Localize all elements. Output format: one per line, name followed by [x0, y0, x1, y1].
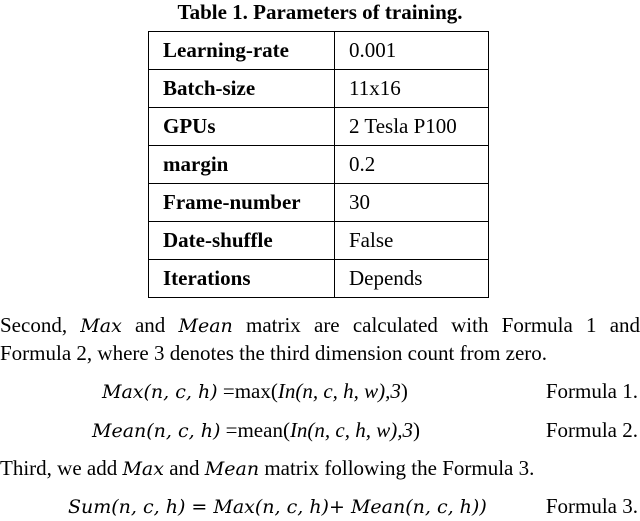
- text-run: Third, we add: [0, 456, 118, 480]
- math-mean: Mean: [178, 315, 233, 337]
- formula-arg: In(n, c, h, w),3: [289, 418, 413, 442]
- text-run: and: [134, 313, 166, 337]
- formula-2: [92, 416, 420, 445]
- param-key: Iterations: [149, 260, 335, 298]
- formula-term: Mean(n, c, h)): [350, 496, 487, 518]
- table-row: [149, 184, 489, 222]
- param-value: 2 Tesla P100: [335, 108, 489, 146]
- paragraph-second-line-1: [0, 311, 640, 340]
- text-run: matrix following the Formula 3.: [264, 456, 535, 480]
- param-key: Date-shuffle: [149, 222, 335, 260]
- param-value: 0.001: [335, 32, 489, 70]
- formula-term: Max(n, c, h): [213, 496, 329, 518]
- paragraph-second-line-2: Formula 2, where 3 denotes the third dimension count from zero.: [0, 341, 548, 365]
- param-key: margin: [149, 146, 335, 184]
- math-max: Max: [122, 458, 164, 480]
- table-row: [149, 222, 489, 260]
- param-key: GPUs: [149, 108, 335, 146]
- text-run: matrix are calculated with Formula 1 and: [245, 313, 640, 337]
- table-caption: Table 1. Parameters of training.: [177, 0, 463, 24]
- formula-close: ): [413, 418, 420, 442]
- formula-3: [68, 492, 487, 521]
- formula-lhs: Mean(n, c, h): [92, 420, 221, 442]
- formula-2-label: Formula 2.: [545, 418, 638, 442]
- math-max: Max: [80, 315, 122, 337]
- formula-op: =max(: [217, 379, 278, 403]
- param-value: False: [335, 222, 489, 260]
- param-key: Batch-size: [149, 70, 335, 108]
- table-row: [149, 32, 489, 70]
- param-value: 30: [335, 184, 489, 222]
- formula-1: [102, 377, 408, 406]
- formula-op: +: [328, 496, 351, 518]
- paragraph-third: [0, 454, 640, 483]
- param-value: Depends: [335, 260, 489, 298]
- formula-3-label: Formula 3.: [545, 494, 638, 518]
- param-value: 0.2: [335, 146, 489, 184]
- table-row: [149, 146, 489, 184]
- formula-op: =mean(: [220, 418, 290, 442]
- formula-close: ): [400, 379, 408, 403]
- param-key: Learning-rate: [149, 32, 335, 70]
- text-run: and: [169, 456, 200, 480]
- param-value: 11x16: [335, 70, 489, 108]
- math-mean: Mean: [204, 458, 260, 480]
- table-row: [149, 70, 489, 108]
- parameters-table: [148, 31, 489, 298]
- table-row: [149, 260, 489, 298]
- param-key: Frame-number: [149, 184, 335, 222]
- formula-lhs: Sum(n, c, h): [68, 496, 186, 518]
- formula-arg: In(n, c, h, w),3: [277, 379, 401, 403]
- formula-op: =: [185, 496, 214, 518]
- formula-lhs: Max(n, c, h): [102, 381, 218, 403]
- formula-1-label: Formula 1.: [545, 379, 638, 403]
- text-run: Second,: [0, 313, 68, 337]
- table-row: [149, 108, 489, 146]
